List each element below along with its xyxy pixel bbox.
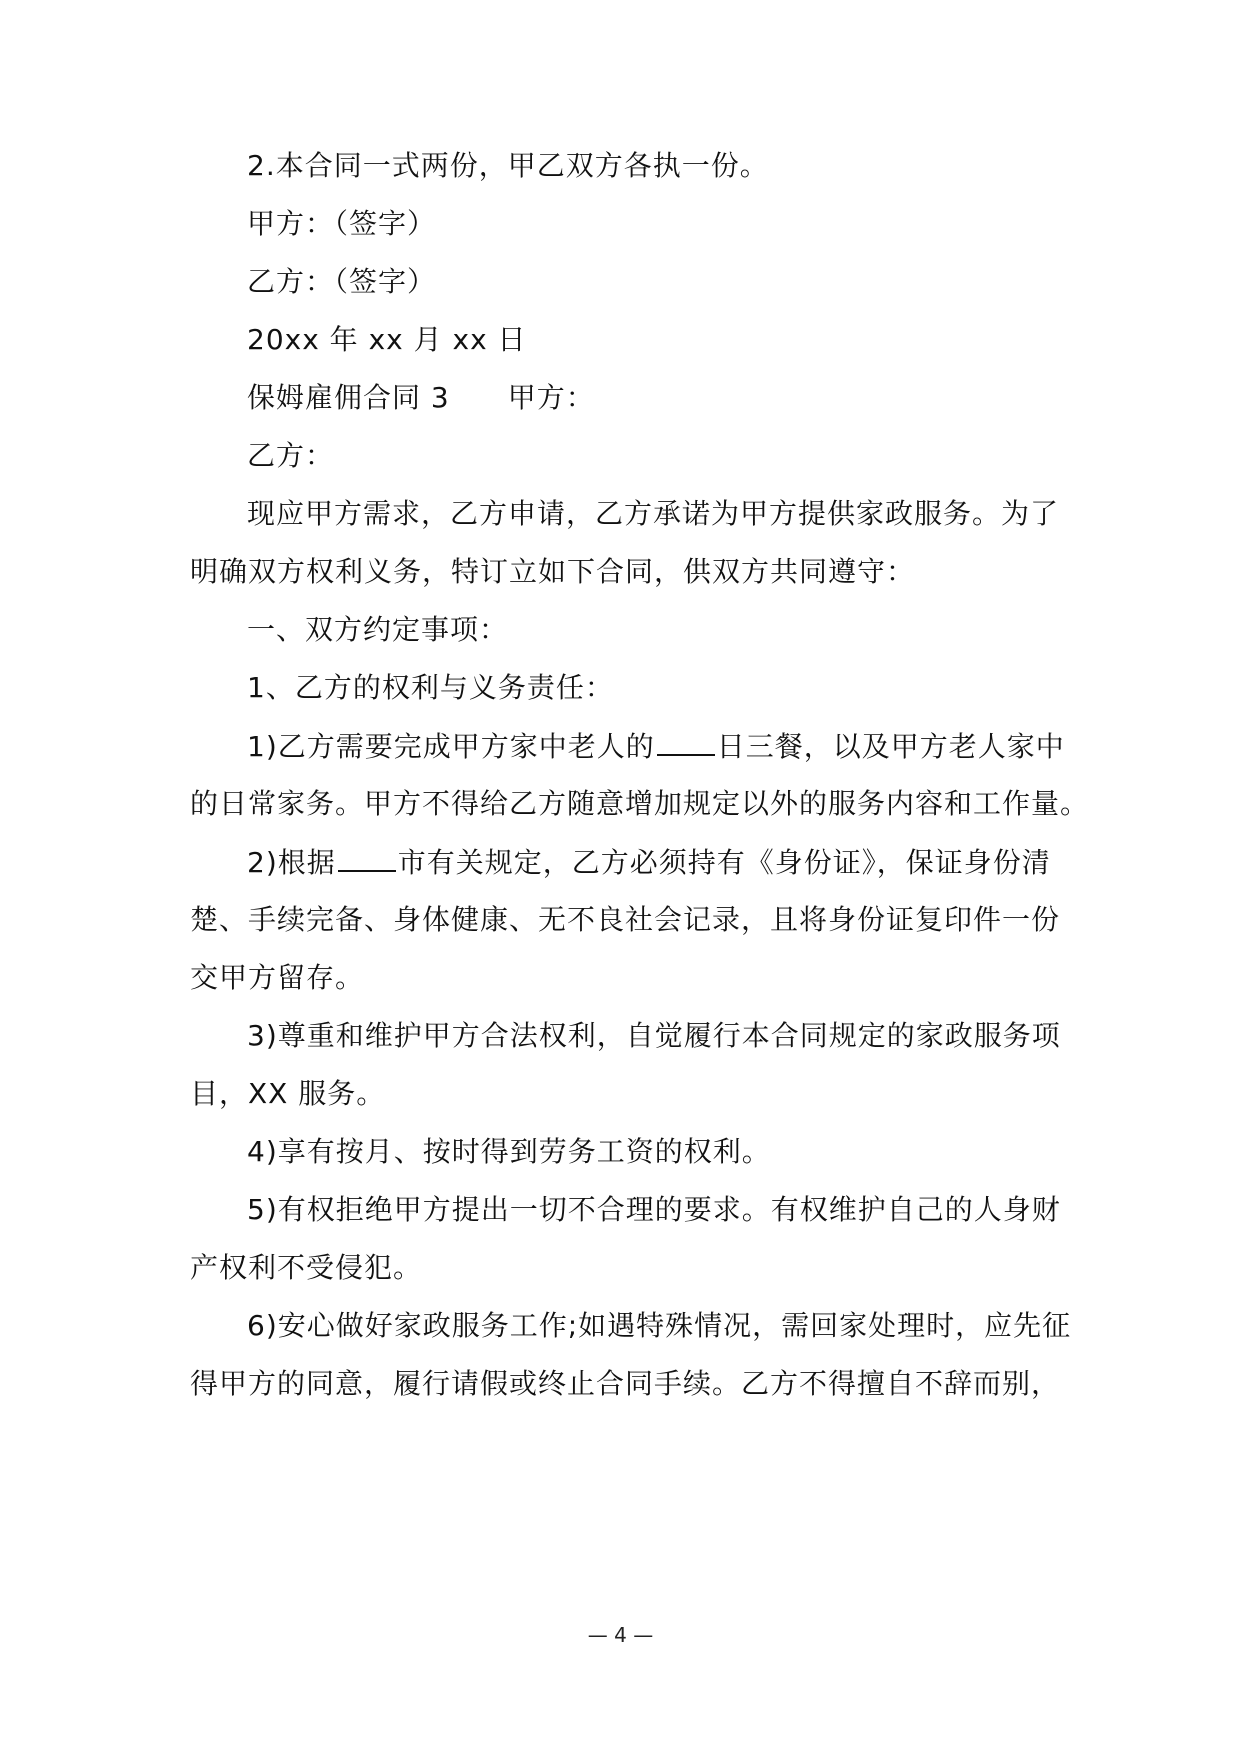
item-1-line-1 [247, 728, 1065, 765]
section-heading: 一、双方约定事项： [247, 613, 509, 646]
preamble-line-2: 明确双方权利义务，特订立如下合同，供双方共同遵守： [190, 555, 916, 588]
item-3-line-2: 目，XX 服务。 [190, 1077, 386, 1110]
party-b-signature: 乙方：（签字） [247, 265, 437, 298]
item-6-line-1: 6)安心做好家政服务工作;如遇特殊情况，需回家处理时，应先征 [247, 1309, 1072, 1342]
contract-heading-line [247, 380, 595, 416]
clause-copies: 2.本合同一式两份，甲乙双方各执一份。 [247, 149, 769, 182]
preamble-line-1: 现应甲方需求，乙方申请，乙方承诺为甲方提供家政服务。为了 [247, 497, 1060, 530]
item-5-line-2: 产权利不受侵犯。 [190, 1251, 423, 1284]
item-5-line-1: 5)有权拒绝甲方提出一切不合理的要求。有权维护自己的人身财 [247, 1193, 1061, 1226]
party-b-label: 乙方： [247, 439, 335, 472]
item-1-text-a: 1)乙方需要完成甲方家中老人的 [247, 730, 655, 763]
item-3-line-1: 3)尊重和维护甲方合法权利，自觉履行本合同规定的家政服务项 [247, 1019, 1061, 1052]
contract-title: 保姆雇佣合同 3 [247, 381, 450, 414]
item-2-line-3: 交甲方留存。 [190, 961, 365, 994]
item-2-line-2: 楚、手续完备、身体健康、无不良社会记录，且将身份证复印件一份 [190, 903, 1061, 936]
subsection-heading: 1、乙方的权利与义务责任： [247, 671, 614, 704]
item-2-text-a: 2)根据 [247, 846, 336, 879]
party-a-signature: 甲方：（签字） [247, 207, 437, 240]
item-1-line-2: 的日常家务。甲方不得给乙方随意增加规定以外的服务内容和工作量。 [190, 787, 1090, 820]
fill-in-blank [657, 728, 715, 756]
item-6-line-2: 得甲方的同意，履行请假或终止合同手续。乙方不得擅自不辞而别， [190, 1367, 1061, 1400]
sign-date: 20xx 年 xx 月 xx 日 [247, 323, 527, 356]
page-number: — 4 — [587, 1623, 654, 1647]
item-4: 4)享有按月、按时得到劳务工资的权利。 [247, 1135, 771, 1168]
item-2-text-b: 市有关规定，乙方必须持有《身份证》，保证身份清 [397, 846, 1051, 879]
item-1-text-b: 日三餐，以及甲方老人家中 [716, 730, 1065, 763]
party-a-label: 甲方： [507, 381, 595, 414]
fill-in-blank [338, 844, 396, 872]
item-2-line-1 [247, 844, 1051, 881]
